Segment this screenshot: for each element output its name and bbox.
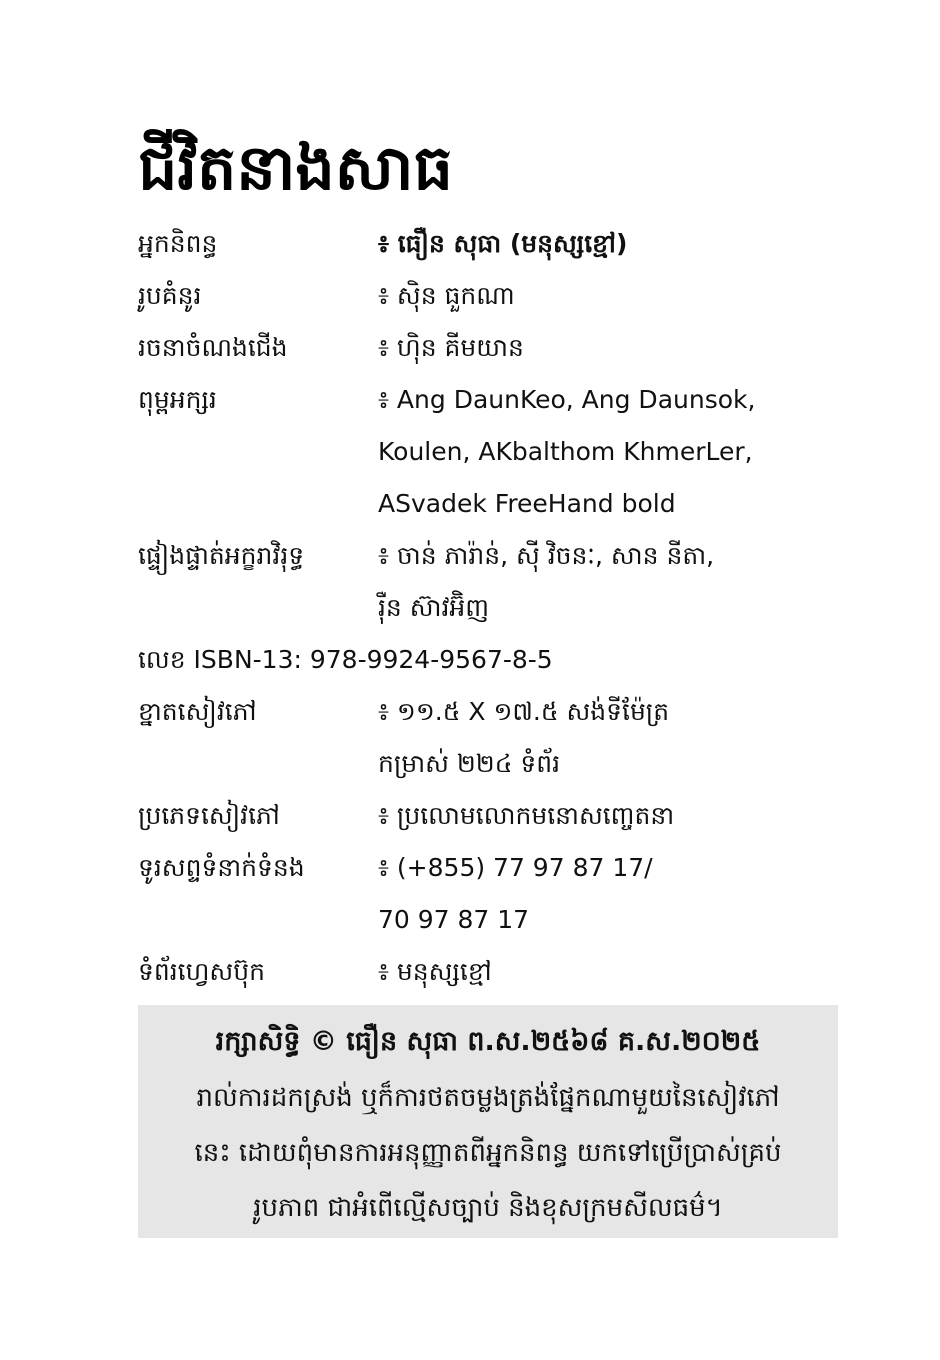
copyright-notice <box>138 1005 838 1238</box>
credit-value-line: រ៉ឺន ស៊ាវអ៊ិញ <box>378 593 490 622</box>
credit-row-isbn <box>138 634 838 686</box>
credit-value <box>378 530 838 634</box>
credit-label: ប្រភេទសៀវភៅ <box>138 801 280 830</box>
credit-row-fonts <box>138 374 838 530</box>
credit-label: អ្នកនិពន្ធ <box>138 229 218 258</box>
credit-label: រូបគំនូរ <box>138 281 202 310</box>
credit-row-phone <box>138 842 838 946</box>
credit-value <box>378 374 838 530</box>
copyright-body-line: នេះ ដោយពុំមានការអនុញ្ញាតពីអ្នកនិពន្ធ យកទៅប្រើប្រាស់គ្រប់ <box>194 1138 782 1168</box>
credit-value-line: ASvadek FreeHand bold <box>378 489 676 518</box>
isbn-text: លេខ ISBN-13: 978-9924-9567-8-5 <box>138 645 553 674</box>
credit-value: ៖ មនុស្សខ្មៅ <box>378 957 492 986</box>
credit-value-line: Koulen, AKbalthom KhmerLer, <box>378 437 753 466</box>
credit-value-line: 70 97 87 17 <box>378 905 530 934</box>
credit-value: ៖ ធឿន សុធា (មនុស្សខ្មៅ) <box>378 229 628 258</box>
credit-value <box>378 842 838 946</box>
credit-label: ពុម្ពអក្សរ <box>138 385 217 414</box>
credit-value-line: កម្រាស់ ២២៤ ទំព័រ <box>378 749 561 778</box>
copyright-body-line: រាល់ការដកស្រង់ ឬក៏ការថតចម្លងត្រង់ផ្នែកណាមួយនៃសៀវភៅ <box>196 1083 780 1113</box>
credit-label: រចនាចំណងជើង <box>138 333 288 362</box>
credit-row-author <box>138 218 838 270</box>
copyright-heading: រក្សាសិទ្ធិ © ធឿន សុធា ព.ស.២៥៦៨ គ.ស.២០២៥ <box>215 1026 761 1057</box>
credit-label: ផ្ទៀងផ្ទាត់អក្ខរាវិរុទ្ធ <box>138 541 305 570</box>
credit-row-book-size <box>138 686 838 790</box>
credit-label: ទូរសព្ទទំនាក់ទំនង <box>138 853 305 882</box>
credit-row-genre <box>138 790 838 842</box>
credit-row-cover-design <box>138 322 838 374</box>
credit-row-facebook <box>138 946 838 998</box>
credit-value-line: ៖ Ang DaunKeo, Ang Daunsok, <box>378 385 756 414</box>
credit-value-line: ៖ ១១.៥ X ១៧.៥ សង់ទីម៉ែត្រ <box>378 697 670 726</box>
credits-list <box>138 218 838 998</box>
credit-value: ៖ ហ៊ិន គីមយាន <box>378 333 524 362</box>
credit-value-line: ៖ (+855) 77 97 87 17/ <box>378 853 653 882</box>
copyright-body-line: រូបភាព ជាអំពើល្មើសច្បាប់ និងខុសក្រមសីលធម៌។ <box>253 1193 723 1223</box>
credit-value-line: ៖ ចាន់ ភារ៉ាន់, ស៊ី វិចនៈ, សាន នីតា, <box>378 541 715 570</box>
credit-row-proofreading <box>138 530 838 634</box>
credit-row-illustration <box>138 270 838 322</box>
book-title: ជីវិតនាងសាធ <box>138 131 453 204</box>
credit-label: ទំព័រហ្វេសប៊ុក <box>138 957 265 986</box>
credit-value: ៖ ប្រលោមលោកមនោសញ្ចេតនា <box>378 801 675 830</box>
credit-value: ៖ ស៊ិន ធួកណា <box>378 281 515 310</box>
credit-label: ខ្នាតសៀវភៅ <box>138 697 257 726</box>
credit-value <box>378 686 838 790</box>
